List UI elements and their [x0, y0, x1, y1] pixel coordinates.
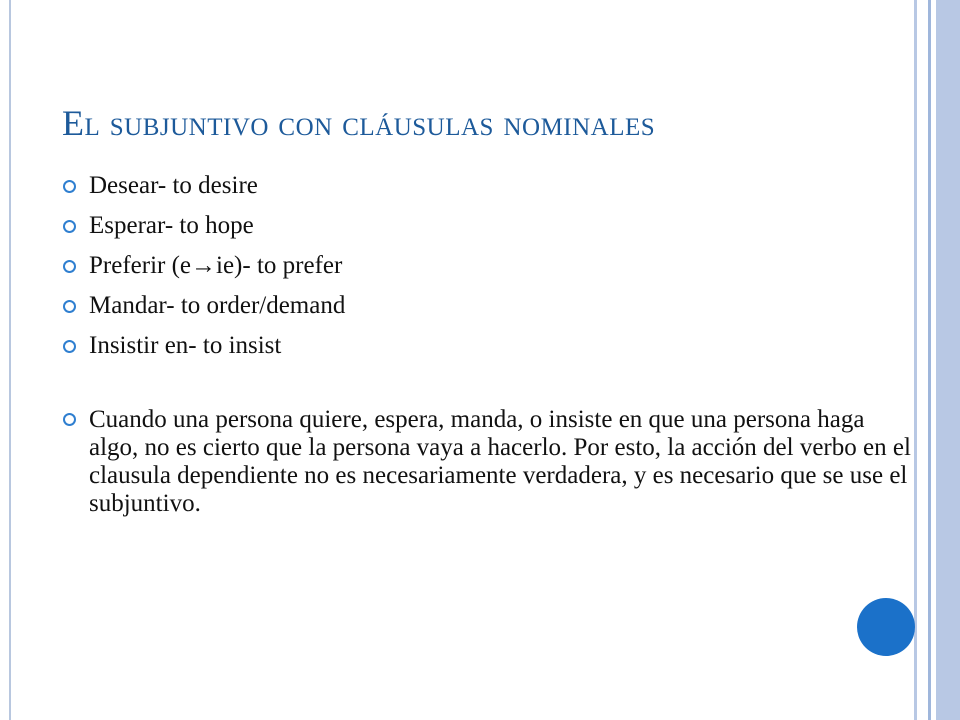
right-decorative-stripes	[914, 0, 960, 720]
bullet-text: Mandar- to order/demand	[89, 292, 346, 319]
hollow-circle-bullet-icon	[62, 219, 77, 234]
bullet-text: Insistir en- to insist	[89, 332, 282, 359]
list-item	[62, 206, 912, 246]
left-frame-line	[9, 0, 11, 720]
hollow-circle-bullet-icon	[62, 299, 77, 314]
hollow-circle-bullet-icon	[62, 412, 77, 427]
stripe-gap	[917, 0, 928, 720]
list-item	[62, 326, 912, 366]
bullet-text: Desear- to desire	[89, 172, 258, 199]
hollow-circle-bullet-icon	[62, 339, 77, 354]
paragraph-item	[62, 400, 912, 518]
list-item	[62, 286, 912, 326]
bullet-list	[62, 166, 912, 518]
list-item	[62, 246, 912, 286]
list-item	[62, 166, 912, 206]
hollow-circle-bullet-icon	[62, 259, 77, 274]
decorative-circle	[857, 598, 915, 656]
paragraph-text: Cuando una persona quiere, espera, manda, o insiste en que una persona haga algo, no es cierto que la persona vaya a hacerlo. Por esto, la acción del verbo en el clausula dependiente no es necesariamente verdadera, y es necesario que se use el subjuntivo.	[89, 406, 911, 517]
stripe	[936, 0, 960, 720]
bullet-text: Preferir (e→ie)- to prefer	[89, 252, 343, 279]
bullet-text: Esperar- to hope	[89, 212, 254, 239]
slide-title: El subjuntivo con cláusulas nominales	[62, 103, 656, 143]
hollow-circle-bullet-icon	[62, 179, 77, 194]
